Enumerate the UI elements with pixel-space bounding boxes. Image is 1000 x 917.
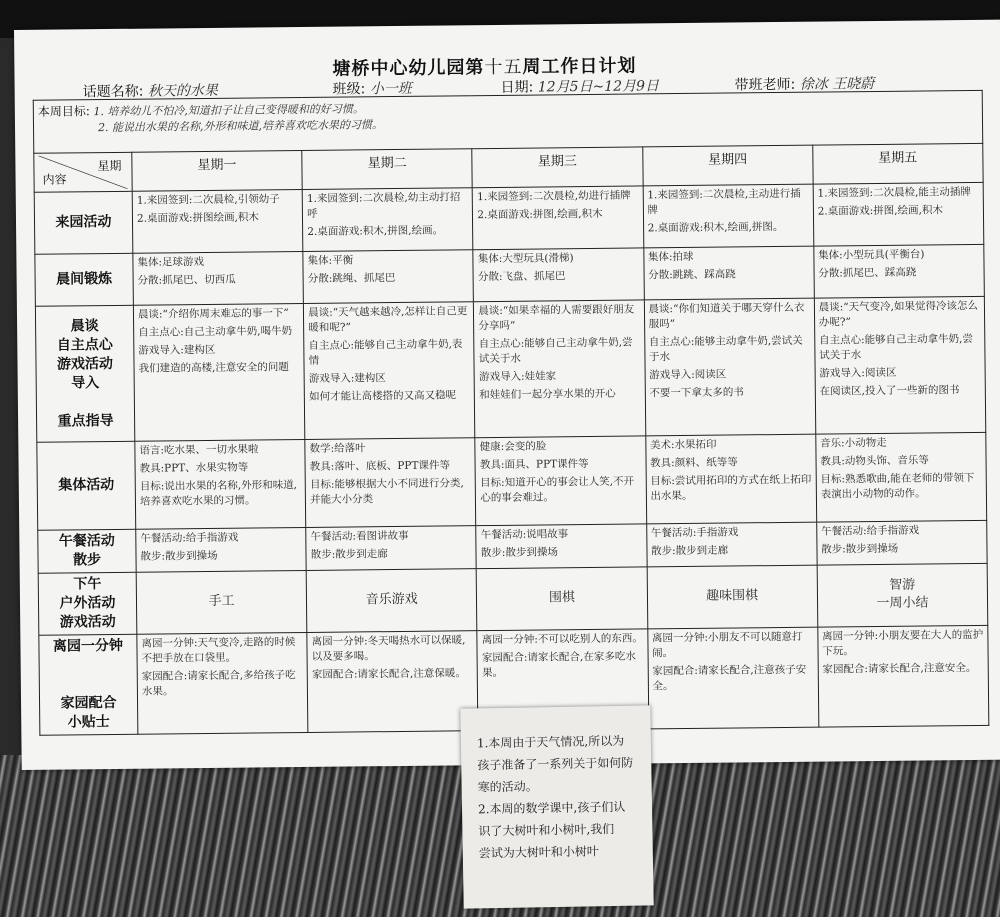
plan-cell-text: 离园一分钟:小朋友不可以随意打闹。 — [651, 630, 803, 660]
sticky-note — [460, 705, 653, 908]
plan-cell — [473, 186, 644, 250]
corner-cell — [34, 152, 132, 192]
class-value: 小一班 — [369, 80, 412, 98]
topic-value: 秋天的水果 — [147, 82, 218, 100]
plan-cell — [133, 303, 305, 441]
plan-cell-text: 不要一下拿太多的书 — [649, 386, 744, 400]
plan-cell — [814, 244, 985, 298]
weekly-plan-table — [33, 90, 990, 736]
row-label: 下午 户外活动 游戏活动 — [38, 572, 137, 635]
plan-cell-text: 目标:熟悉歌曲,能在老师的带领下表演出小动物的动作。 — [820, 471, 975, 501]
plan-sheet — [14, 20, 1000, 770]
plan-cell-text: 如何才能让高楼搭的又高又稳呢 — [308, 389, 457, 403]
plan-cell-text: 目标:尝试用拓印的方式在纸上拓印出水果。 — [650, 473, 812, 503]
plan-cell-text: 游戏导入:阅读区 — [649, 368, 727, 382]
plan-cell-text: 目标:能够根据大小不同进行分类,并能大小分类 — [309, 477, 464, 506]
note-line: 1.本周由于天气情况,所以为 — [476, 733, 625, 751]
note-line: 寒的活动。 — [477, 779, 538, 795]
plan-cell-text: 2.桌面游戏:积木,拼图,绘画。 — [307, 224, 444, 238]
plan-cell — [814, 296, 986, 434]
plan-cell-text: 散步:散步到走廊 — [310, 548, 388, 561]
plan-cell — [647, 627, 818, 729]
day-header: 星期一 — [132, 150, 303, 191]
plan-cell-text: 健康:会变的脸 — [479, 440, 547, 454]
goal-item: 1. 培养幼儿不怕冷,知道扣子让自己变得暖和的好习惯。 — [93, 102, 364, 119]
plan-cell-text: 集体:足球游戏 — [137, 256, 205, 269]
plan-cell-text: 2.桌面游戏:积木,绘画,拼图。 — [647, 220, 784, 235]
teacher-value: 徐冰 王晓蔚 — [799, 75, 875, 93]
plan-cell — [813, 182, 984, 246]
row-label: 集体活动 — [37, 441, 136, 530]
plan-cell-text: 音乐游戏 — [365, 591, 418, 607]
note-line: 孩子准备了一系列关于如何防 — [477, 755, 634, 773]
plan-cell — [307, 631, 478, 733]
plan-cell-text: 晨谈:“如果幸福的人需要跟好朋友分享吗” — [478, 303, 635, 333]
plan-cell — [137, 632, 308, 734]
plan-cell — [643, 184, 814, 248]
plan-cell-text: 自主点心:能够自己主动拿牛奶,尝试关于水 — [818, 332, 973, 362]
plan-cell-text: 智游 — [889, 577, 916, 593]
plan-cell-text: 教具:PPT、水果实物等 — [139, 461, 249, 475]
plan-cell-text: 音乐:小动物走 — [820, 436, 887, 450]
plan-cell-text: 集体:大型玩具(滑梯) — [477, 252, 574, 266]
plan-cell-text: 手工 — [208, 593, 235, 609]
plan-cell-text: 分散:跳跳、踩高跷 — [648, 268, 736, 282]
plan-cell-text: 美术:水果拓印 — [649, 438, 717, 452]
note-line: 尝试为大树叶和小树叶 — [478, 844, 599, 861]
plan-cell-text: 游戏导入:阅读区 — [819, 366, 897, 380]
plan-cell-text: 游戏导入:娃娃家 — [478, 370, 557, 384]
plan-cell-text: 午餐活动:给手指游戏 — [140, 531, 239, 545]
plan-cell-text: 离园一分钟:冬天喝热水可以保暖,以及要多喝。 — [311, 634, 466, 663]
plan-row — [34, 182, 984, 254]
topic-label: 话题名称: — [82, 83, 144, 101]
plan-cell-text: 2.桌面游戏:拼图,绘画,积木 — [817, 204, 943, 218]
row-label: 晨谈 自主点心 游戏活动 导入 重点指导 — [35, 305, 134, 442]
plan-cell-text: 自主点心:自己主动拿牛奶,喝牛奶 — [138, 325, 293, 339]
plan-cell-text: 教具:面具、PPT课件等 — [479, 458, 589, 472]
plan-cell-text: 晨谈:“天气变冷,如果觉得冷该怎么办呢?” — [818, 299, 979, 329]
plan-cell — [818, 625, 989, 727]
plan-cell — [817, 563, 988, 627]
plan-cell-text: 目标:知道开心的事会让人笑,不开心的事会难过。 — [480, 475, 635, 505]
plan-cell-text: 游戏导入:建构区 — [138, 343, 216, 357]
plan-cell-text: 午餐活动:给手指游戏 — [820, 524, 920, 538]
plan-cell-text: 晨谈:“你们知道关于哪天穿什么衣服吗” — [648, 301, 805, 331]
day-header: 星期二 — [302, 149, 473, 190]
plan-cell — [474, 300, 646, 438]
plan-row — [37, 432, 987, 530]
plan-cell-text: 教具:颜料、纸等等 — [650, 456, 738, 470]
plan-cell-text: 2.桌面游戏:拼图绘画,积木 — [136, 211, 259, 225]
row-label: 离园一分钟 家园配合 小贴士 — [39, 634, 138, 735]
plan-cell — [473, 248, 644, 302]
plan-cell — [136, 570, 307, 634]
plan-cell — [305, 438, 476, 528]
row-label: 晨间锻炼 — [35, 253, 134, 306]
plan-cell-text: 散步:散步到操场 — [821, 542, 899, 556]
corner-day-label: 星期 — [97, 158, 122, 174]
plan-cell-text: 在阅读区,投入了一些新的图书 — [819, 384, 960, 398]
row-label: 来园活动 — [34, 191, 133, 254]
plan-cell-text: 集体:小型玩具(平衡台) — [818, 248, 925, 262]
plan-cell-text: 和娃娃们一起分享水果的开心 — [479, 387, 616, 402]
plan-cell-text: 围棋 — [548, 589, 576, 605]
plan-cell-text: 1.来园签到:二次晨检,引领幼子 — [136, 193, 280, 207]
plan-cell-text: 游戏导入:建构区 — [308, 372, 386, 385]
plan-cell — [476, 524, 647, 569]
plan-cell — [303, 250, 474, 304]
plan-cell-text: 自主点心:能够自己主动拿牛奶,尝试关于水 — [478, 336, 633, 366]
plan-cell — [477, 567, 648, 631]
plan-cell-text: 家园配合:请家长配合,注意保暖。 — [311, 667, 466, 681]
row-label: 午餐活动 散步 — [38, 529, 136, 573]
plan-cell-text: 自主点心:能够主动拿牛奶,尝试关于水 — [648, 334, 803, 364]
plan-cell-text: 1.来园签到:二次晨检,主动进行插牌 — [647, 187, 801, 217]
plan-cell-text: 1.来园签到:二次晨检,能主动插牌 — [817, 185, 971, 200]
plan-cell — [135, 439, 306, 529]
plan-cell-text: 语言:吃水果、一切水果啦 — [139, 443, 259, 457]
plan-cell — [816, 520, 987, 565]
plan-cell-text: 散步:散步到操场 — [140, 549, 218, 563]
day-header: 星期三 — [472, 147, 643, 188]
plan-cell-text: 2.桌面游戏:拼图,绘画,积木 — [477, 207, 603, 222]
plan-cell-text: 散步:散步到操场 — [480, 546, 558, 560]
corner-content-label: 内容 — [42, 172, 67, 187]
note-line: 识了大树叶和小树叶,我们 — [478, 822, 615, 839]
plan-cell-text: 分散:抓尾巴、踩高跷 — [818, 266, 917, 280]
class-label: 班级: — [332, 81, 366, 98]
plan-cell-text: 晨谈:“介绍你周末难忘的事一下” — [137, 307, 289, 321]
plan-cell-text: 午餐活动:手指游戏 — [650, 526, 739, 540]
plan-cell-text: 离园一分钟:小朋友要在大人的监护下玩。 — [822, 628, 984, 658]
plan-cell-text: 分散:抓尾巴、切西瓜 — [137, 273, 236, 287]
plan-cell-text: 分散:跳绳、抓尾巴 — [307, 272, 396, 285]
plan-cell-text: 目标:说出水果的名称,外形和味道,培养喜欢吃水果的习惯。 — [139, 479, 298, 508]
plan-cell — [475, 436, 646, 526]
title-text: 塘桥中心幼儿园第 — [332, 57, 485, 80]
day-header: 星期四 — [642, 145, 813, 186]
plan-cell-text: 家园配合:请家长配合,在家多吃水果。 — [481, 650, 636, 680]
plan-cell-text: 离园一分钟:不可以吃别人的东西。 — [481, 632, 643, 647]
plan-cell — [302, 188, 473, 252]
plan-cell — [645, 434, 816, 524]
plan-cell — [646, 522, 817, 567]
plan-body — [34, 182, 989, 735]
plan-cell-text: 家园配合:请家长配合,多给孩子吃水果。 — [141, 669, 296, 698]
plan-cell — [304, 302, 476, 440]
plan-cell-text: 自主点心:能够自己主动拿牛奶,表情 — [308, 338, 463, 367]
goals-label: 本周目标: — [37, 104, 90, 119]
goal-item: 2. 能说出水果的名称,外形和味道,培养喜欢吃水果的习惯。 — [97, 118, 384, 135]
title-tail: 周工作日计划 — [522, 55, 637, 78]
plan-cell — [644, 298, 816, 436]
plan-cell-text: 1.来园签到:二次晨检,幼进行插牌 — [477, 189, 631, 204]
plan-cell-text: 一周小结 — [876, 594, 929, 611]
plan-cell-text: 离园一分钟:天气变冷,走路的时候不把手放在口袋里。 — [141, 636, 296, 665]
note-line: 2.本周的数学课中,孩子们认 — [477, 799, 626, 817]
date-label: 日期: — [500, 79, 534, 96]
plan-cell-text: 1.来园签到:二次晨检,幼主动打招呼 — [306, 191, 461, 220]
plan-cell-text: 趣味围棋 — [706, 587, 759, 604]
plan-cell — [132, 189, 303, 253]
plan-cell-text: 数学:给落叶 — [309, 442, 366, 455]
teacher-label: 带班老师: — [734, 76, 796, 94]
plan-cell-text: 家园配合:请家长配合,注意安全。 — [822, 661, 977, 676]
plan-row — [38, 563, 988, 635]
plan-cell — [136, 527, 307, 572]
plan-cell-text: 我们建造的高楼,注意安全的问题 — [138, 361, 289, 375]
plan-cell — [643, 246, 814, 300]
plan-cell-text: 家园配合:请家长配合,注意孩子安全。 — [652, 663, 807, 693]
date-value: 12月5日~12月9日 — [537, 78, 660, 96]
plan-row — [35, 296, 985, 442]
plan-cell-text: 教具:动物头饰、音乐等 — [820, 454, 929, 468]
plan-cell-text: 分散:飞盘、抓尾巴 — [477, 270, 566, 284]
plan-cell-text: 晨谈:“天气越来越冷,怎样让自己更暖和呢?” — [308, 305, 468, 334]
plan-cell — [133, 251, 304, 305]
plan-cell-text: 午餐活动:看图讲故事 — [310, 529, 409, 543]
plan-cell — [306, 569, 477, 633]
day-header: 星期五 — [812, 143, 983, 184]
plan-cell-text: 教具:落叶、底板、PPT课件等 — [309, 459, 451, 473]
plan-cell-text: 集体:拍球 — [647, 250, 694, 264]
plan-cell-text: 散步:散步到走廊 — [650, 544, 729, 558]
plan-cell — [816, 432, 987, 522]
plan-cell-text: 集体:平衡 — [307, 254, 354, 267]
week-number: 十五 — [484, 56, 523, 79]
plan-cell — [647, 565, 818, 629]
plan-cell — [306, 526, 477, 571]
plan-cell-text: 午餐活动:说唱故事 — [480, 528, 569, 542]
